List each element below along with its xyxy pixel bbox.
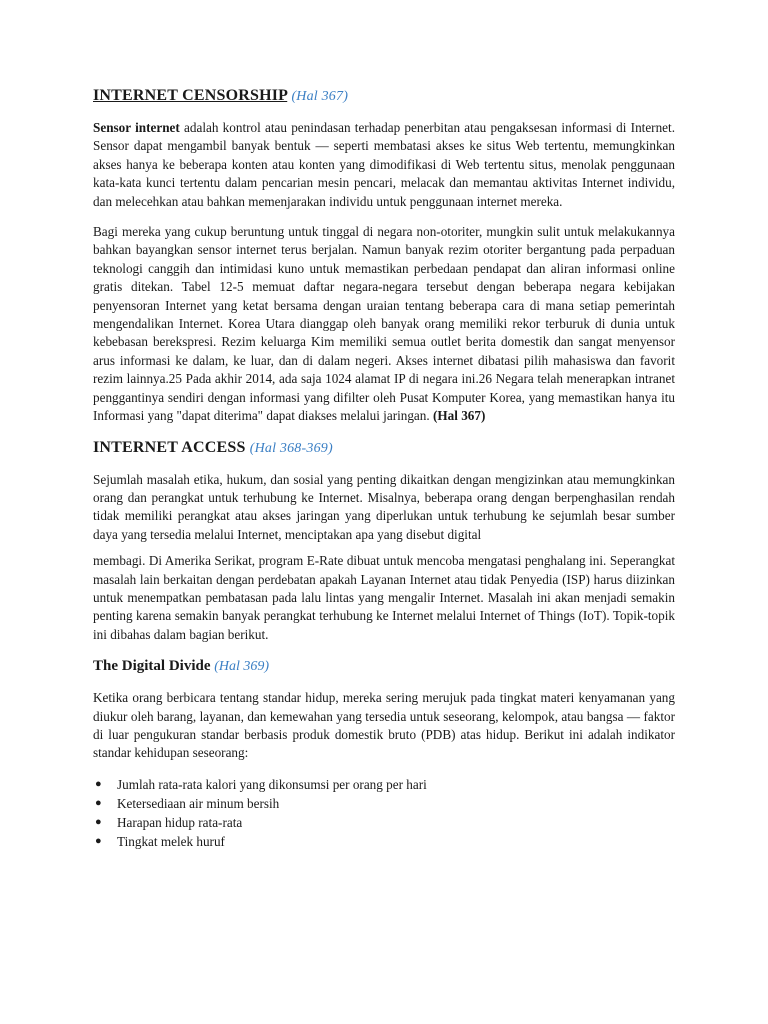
- page-reference: (Hal 368-369): [249, 440, 333, 456]
- list-item: [93, 813, 675, 832]
- paragraph: Sejumlah masalah etika, hukum, dan sosial yang penting dikaitkan dengan mengizinkan atau memungkinkan orang dan perangkat untuk terhubung ke Internet. Misalnya, beberapa orang dengan berpenghasilan rendah tidak memiliki perangkat atau akses jaringan yang diperlukan untuk terhubung ke sejumlah besar sumber daya yang tersedia melalui Internet, menciptakan apa yang disebut digital: [93, 471, 675, 542]
- bold-term: Sensor internet: [93, 120, 180, 135]
- paragraph-text: adalah kontrol atau penindasan terhadap penerbitan atau pengaksesan informasi di Internet. Sensor dapat mengambil banyak bentuk — seperti membatasi akses ke situs Web tertentu, memungkinkan akses hanya ke beberapa konten atau konten yang dimodifikasi di Web tertentu situs, menolak penggunaan kata-kata kunci tertentu dalam pencarian mesin pencari, melacak dan memantau aktivitas Internet individu, dan melecehkan atau bahkan memenjarakan individu untuk penggunaan internet mereka.: [93, 120, 675, 209]
- bold-page-reference: (Hal 367): [432, 408, 486, 424]
- bullet-icon: ●: [95, 777, 102, 790]
- section-heading-digital-divide: [93, 656, 675, 677]
- bullet-icon: ●: [95, 815, 102, 828]
- heading-title: INTERNET CENSORSHIP: [93, 87, 288, 104]
- list-item: [93, 775, 675, 794]
- heading-title: INTERNET ACCESS: [93, 438, 246, 456]
- page-reference: (Hal 367): [291, 89, 349, 104]
- page-reference: (Hal 369): [214, 659, 270, 675]
- list-item-text: Ketersediaan air minum bersih: [117, 795, 280, 811]
- list-item-text: Tingkat melek huruf: [117, 833, 225, 849]
- bullet-icon: ●: [95, 834, 102, 847]
- paragraph: Ketika orang berbicara tentang standar hidup, mereka sering merujuk pada tingkat materi kenyamanan yang diukur oleh barang, layanan, dan kemewahan yang tersedia untuk seseorang, kelompok, atau bangsa — faktor di luar pengukuran standar berbasis produk domestik bruto (PDB) atas hidup. Berikut ini adalah indikator standar kehidupan seseorang:: [93, 690, 675, 761]
- heading-title: The Digital Divide: [93, 658, 211, 675]
- list-item: [93, 794, 675, 813]
- indicator-list: [93, 775, 675, 851]
- paragraph: [93, 119, 675, 211]
- paragraph: [93, 223, 675, 425]
- section-heading-internet-access: [93, 438, 675, 459]
- list-item-text: Harapan hidup rata-rata: [117, 814, 243, 830]
- bullet-icon: ●: [95, 796, 102, 809]
- paragraph: membagi. Di Amerika Serikat, program E-Rate dibuat untuk mencoba mengatasi penghalang ini. Seperangkat masalah lain berkaitan dengan perdebatan apakah Layanan Internet atau tidak Penyedia (ISP) harus diizinkan untuk menempatkan pembatasan pada lalu lintas yang mengalir Internet. Masalah ini akan menjadi semakin penting karena semakin banyak perangkat terhubung ke Internet melalui Internet of Things (IoT). Topik-topik ini dibahas dalam bagian berikut.: [93, 553, 675, 642]
- list-item-text: Jumlah rata-rata kalori yang dikonsumsi per orang per hari: [117, 776, 427, 792]
- paragraph-text: Bagi mereka yang cukup beruntung untuk tinggal di negara non-otoriter, mungkin sulit untuk melakukannya bahkan bayangkan sensor internet terus berjalan. Namun banyak rezim otoriter bergantung pada perpaduan teknologi canggih dan intimidasi kuno untuk memastikan perbedaan pendapat dan aliran informasi online gratis ditekan. Tabel 12-5 memuat daftar negara-negara tersebut dengan beberapa negara kebijakan penyensoran Internet yang ketat bersama dengan uraian tentang beberapa cara di mana setiap pemerintah mengendalikan Internet. Korea Utara dianggap oleh banyak orang memiliki rekor terburuk di dunia untuk kebebasan berekspresi. Rezim keluarga Kim memiliki semua outlet berita domestik dan sangat menyensor arus informasi ke dalam, ke luar, dan di dalam negeri. Akses internet dibatasi pilih mahasiswa dan favorit rezim lainnya.25 Pada akhir 2014, ada saja 1024 alamat IP di negara ini.26 Negara telah menerapkan intranet penggantinya sendiri dengan informasi yang difilter oleh Pusat Komputer Korea, yang memastikan hanya itu Informasi yang "dapat diterima" dapat diakses melalui jaringan.: [93, 224, 675, 424]
- section-heading-internet-censorship: [93, 86, 675, 107]
- document-content: [93, 86, 675, 851]
- list-item: [93, 832, 675, 851]
